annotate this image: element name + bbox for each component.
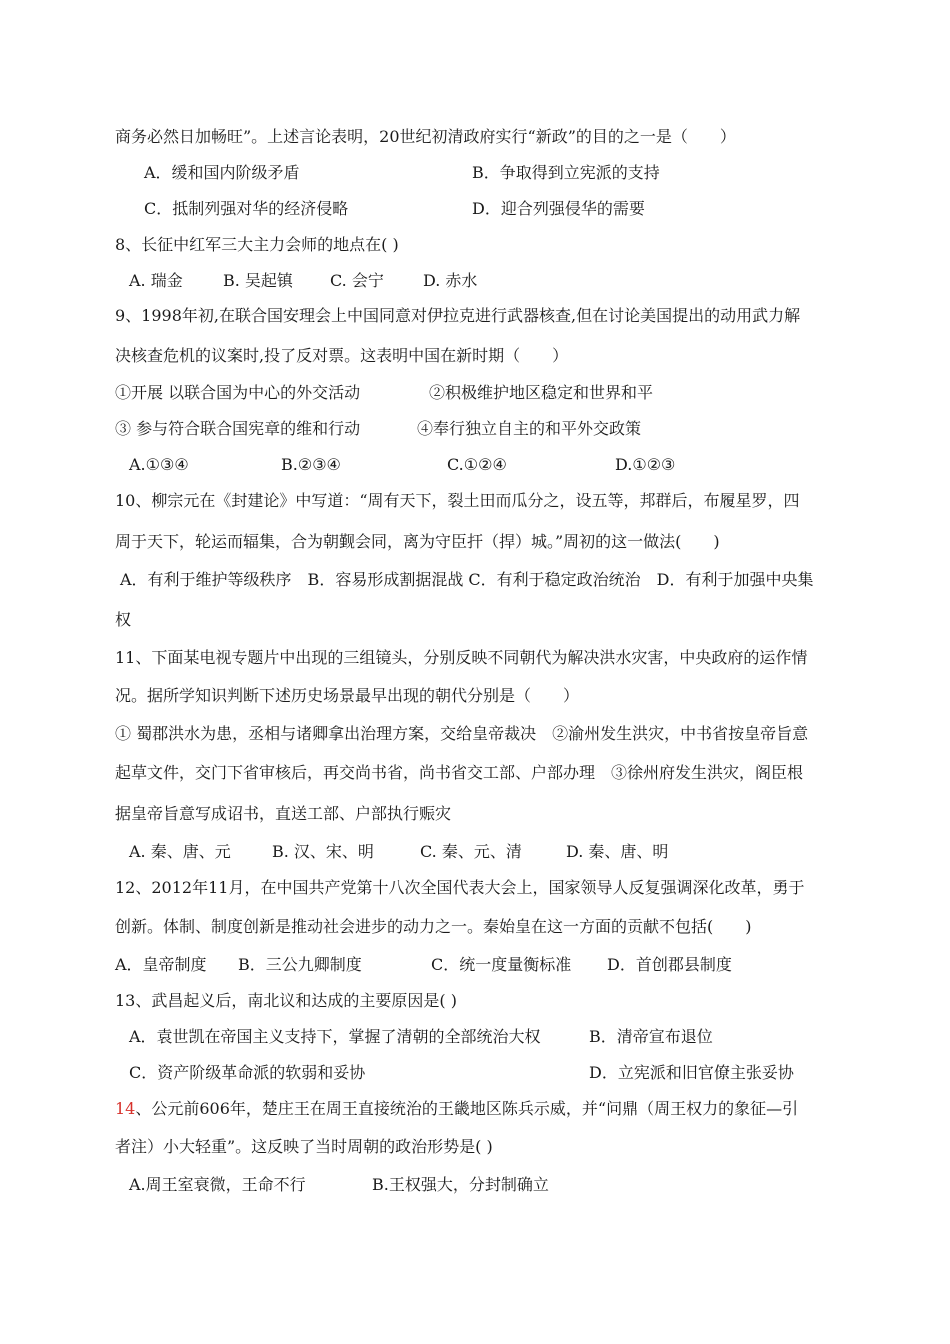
q14-stem-line2: 者注）小大轻重”。这反映了当时周朝的政治形势是( ) xyxy=(115,1137,493,1156)
q12-stem-line2: 创新。体制、制度创新是推动社会进步的动力之一。秦始皇在这一方面的贡献不包括( ) xyxy=(115,917,752,936)
q7-stem-tail: 商务必然日加畅旺”。上述言论表明，20世纪初清政府实行“新政”的目的之一是（ ） xyxy=(115,127,736,146)
q8-option-b: B. 吴起镇 xyxy=(223,271,293,290)
q11-stem-line1: 11、下面某电视专题片中出现的三组镜头，分别反映不同朝代为解决洪水灾害，中央政府的运作情 xyxy=(115,648,808,667)
q8-option-c: C. 会宁 xyxy=(330,271,384,290)
q12-stem-line1: 12、2012年11月，在中国共产党第十八次全国代表大会上，国家领导人反复强调深化改革，勇于 xyxy=(115,878,805,897)
q9-option-b: B.②③④ xyxy=(281,455,341,474)
q9-stem-line1: 9、1998年初,在联合国安理会上中国同意对伊拉克进行武器核查,但在讨论美国提出的动用武力解 xyxy=(115,306,801,325)
q10-stem-line2: 周于天下，轮运而辐集，合为朝觐会同，离为守臣扞（捍）城。”周初的这一做法( ) xyxy=(115,532,720,551)
q8-option-a: A. 瑞金 xyxy=(129,271,183,290)
q9-option-d: D.①②③ xyxy=(615,455,676,474)
q13-option-c: C．资产阶级革命派的软弱和妥协 xyxy=(129,1063,366,1082)
q7-option-a: A．缓和国内阶级矛盾 xyxy=(144,163,300,182)
q11-option-d: D. 秦、唐、明 xyxy=(566,842,669,861)
q14-option-b: B.王权强大，分封制确立 xyxy=(372,1175,549,1194)
q10-options-tail: 权 xyxy=(115,610,132,629)
q9-statement-2: ②积极维护地区稳定和世界和平 xyxy=(429,383,654,402)
q7-option-c: C．抵制列强对华的经济侵略 xyxy=(144,199,349,218)
q14-number: 14 xyxy=(115,1099,136,1118)
q9-statement-4: ④奉行独立自主的和平外交政策 xyxy=(417,419,642,438)
q12-option-b: B．三公九卿制度 xyxy=(238,955,362,974)
q11-stem-line3: ① 蜀郡洪水为患，丞相与诸卿拿出治理方案，交给皇帝裁决 ②渝州发生洪灾，中书省按皇帝旨意 xyxy=(115,724,809,743)
q11-stem-line5: 据皇帝旨意写成诏书，直送工部、户部执行赈灾 xyxy=(115,804,452,823)
q11-stem-line2: 况。据所学知识判断下述历史场景最早出现的朝代分别是（ ） xyxy=(115,686,580,705)
q13-option-d: D．立宪派和旧官僚主张妥协 xyxy=(589,1063,794,1082)
q13-option-a: A．袁世凯在帝国主义支持下，掌握了清朝的全部统治大权 xyxy=(129,1027,541,1046)
q8-stem: 8、长征中红军三大主力会师的地点在( ) xyxy=(115,235,399,254)
q13-option-b: B．清帝宣布退位 xyxy=(589,1027,713,1046)
q11-option-c: C. 秦、元、清 xyxy=(420,842,522,861)
q9-statement-3: ③ 参与符合联合国宪章的维和行动 xyxy=(115,419,361,438)
q12-option-a: A．皇帝制度 xyxy=(115,955,207,974)
q11-option-b: B. 汉、宋、明 xyxy=(272,842,374,861)
q12-option-d: D．首创郡县制度 xyxy=(607,955,732,974)
q7-option-d: D．迎合列强侵华的需要 xyxy=(472,199,645,218)
q12-option-c: C．统一度量衡标准 xyxy=(431,955,572,974)
q14-option-a: A.周王室衰微，王命不行 xyxy=(129,1175,306,1194)
q14-stem-line1 xyxy=(115,1099,798,1119)
q10-options: A．有利于维护等级秩序 B．容易形成割据混战 C．有利于稳定政治统治 D．有利于加强中央集 xyxy=(120,570,814,589)
q10-stem-line1: 10、柳宗元在《封建论》中写道：“周有天下，裂土田而瓜分之，设五等，邦群后，布履星罗，四 xyxy=(115,491,800,510)
q9-option-a: A.①③④ xyxy=(129,455,189,474)
q9-option-c: C.①②④ xyxy=(447,455,507,474)
q9-stem-line2: 决核查危机的议案时,投了反对票。这表明中国在新时期（ ） xyxy=(115,346,569,365)
q7-option-b: B．争取得到立宪派的支持 xyxy=(472,163,660,182)
q11-stem-line4: 起草文件，交门下省审核后，再交尚书省，尚书省交工部、户部办理 ③徐州府发生洪灾，阁臣根 xyxy=(115,763,804,782)
q13-stem: 13、武昌起义后，南北议和达成的主要原因是( ) xyxy=(115,991,457,1010)
q8-option-d: D. 赤水 xyxy=(423,271,478,290)
q14-stem-text: 、公元前606年，楚庄王在周王直接统治的王畿地区陈兵示威，并“问鼎（周王权力的象征—引 xyxy=(135,1099,799,1118)
q11-option-a: A. 秦、唐、元 xyxy=(129,842,231,861)
q9-statement-1: ①开展 以联合国为中心的外交活动 xyxy=(115,383,361,402)
